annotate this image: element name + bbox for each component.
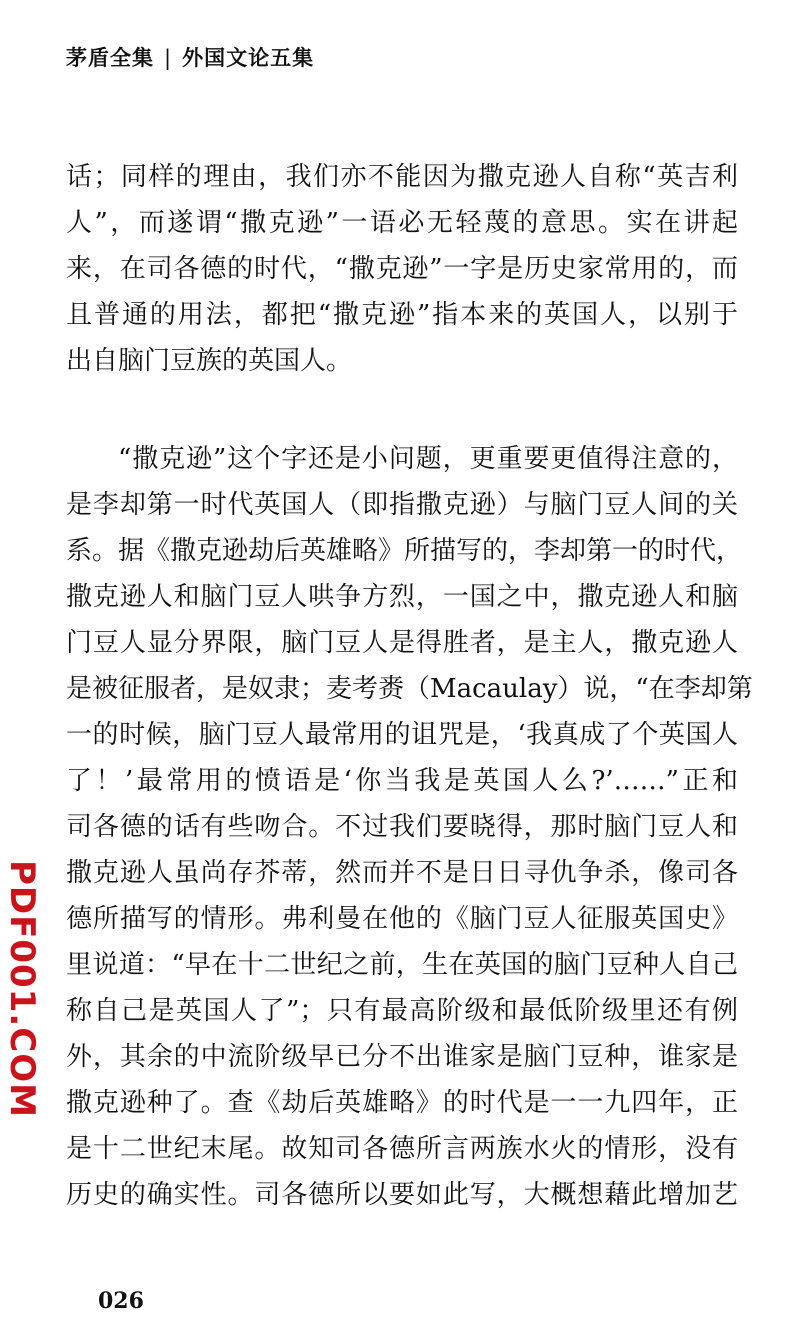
- page-number: 026: [98, 1288, 144, 1314]
- text-line: 是李却第一时代英国人（即指撒克逊）与脑门豆人间的关: [66, 490, 738, 520]
- paragraph-2: [66, 436, 753, 1218]
- text-line: 称自己是英国人了”；只有最高阶级和最低阶级里还有例: [66, 996, 738, 1026]
- text-line: 是十二世纪末尾。故知司各德所言两族水火的情形，没有: [66, 1134, 738, 1164]
- text-line: 出自脑门豆族的英国人。: [66, 346, 353, 376]
- watermark: PDF001.COM: [2, 860, 42, 1118]
- text-line: 且普通的用法，都把“撒克逊”指本来的英国人，以别于: [66, 300, 738, 330]
- volume-title: 外国文论五集: [182, 46, 315, 70]
- text-line: 来，在司各德的时代，“撒克逊”一字是历史家常用的，而: [66, 254, 738, 284]
- text-line: 里说道：“早在十二世纪之前，生在英国的脑门豆种人自己: [66, 950, 738, 980]
- text-line: 了！’最常用的愤语是‘你当我是英国人么?’……”正和: [66, 766, 738, 796]
- text-line: 撒克逊人虽尚存芥蒂，然而并不是日日寻仇争杀，像司各: [66, 858, 738, 888]
- text-line: 系。据《撒克逊劫后英雄略》所描写的，李却第一的时代，: [66, 536, 743, 566]
- text-line: “撒克逊”这个字还是小问题，更重要更值得注意的，: [118, 444, 738, 474]
- text-line: 撒克逊人和脑门豆人哄争方烈，一国之中，撒克逊人和脑: [66, 582, 738, 612]
- text-line: 一的时候，脑门豆人最常用的诅咒是，‘我真成了个英国人: [66, 720, 738, 750]
- text-line: 是被征服者，是奴隶；麦考赉（Macaulay）说，“在李却第: [66, 674, 753, 704]
- text-line: 人”，而遂谓“撒克逊”一语必无轻蔑的意思。实在讲起: [66, 208, 738, 238]
- text-line: 门豆人显分界限，脑门豆人是得胜者，是主人，撒克逊人: [66, 628, 738, 658]
- header-separator: |: [164, 46, 173, 70]
- book-title: 茅盾全集: [66, 46, 154, 70]
- text-line: 德所描写的情形。弗利曼在他的《脑门豆人征服英国史》: [66, 904, 738, 934]
- text-line: 司各德的话有些吻合。不过我们要晓得，那时脑门豆人和: [66, 812, 738, 842]
- text-line: 历史的确实性。司各德所以要如此写，大概想藉此增加艺: [66, 1180, 738, 1210]
- text-line: 外，其余的中流阶级早已分不出谁家是脑门豆种，谁家是: [66, 1042, 738, 1072]
- paragraph-1: [66, 154, 738, 384]
- text-line: 话；同样的理由，我们亦不能因为撒克逊人自称“英吉利: [66, 162, 738, 192]
- text-line: 撒克逊种了。查《劫后英雄略》的时代是一一九四年，正: [66, 1088, 738, 1118]
- running-header: [66, 42, 314, 72]
